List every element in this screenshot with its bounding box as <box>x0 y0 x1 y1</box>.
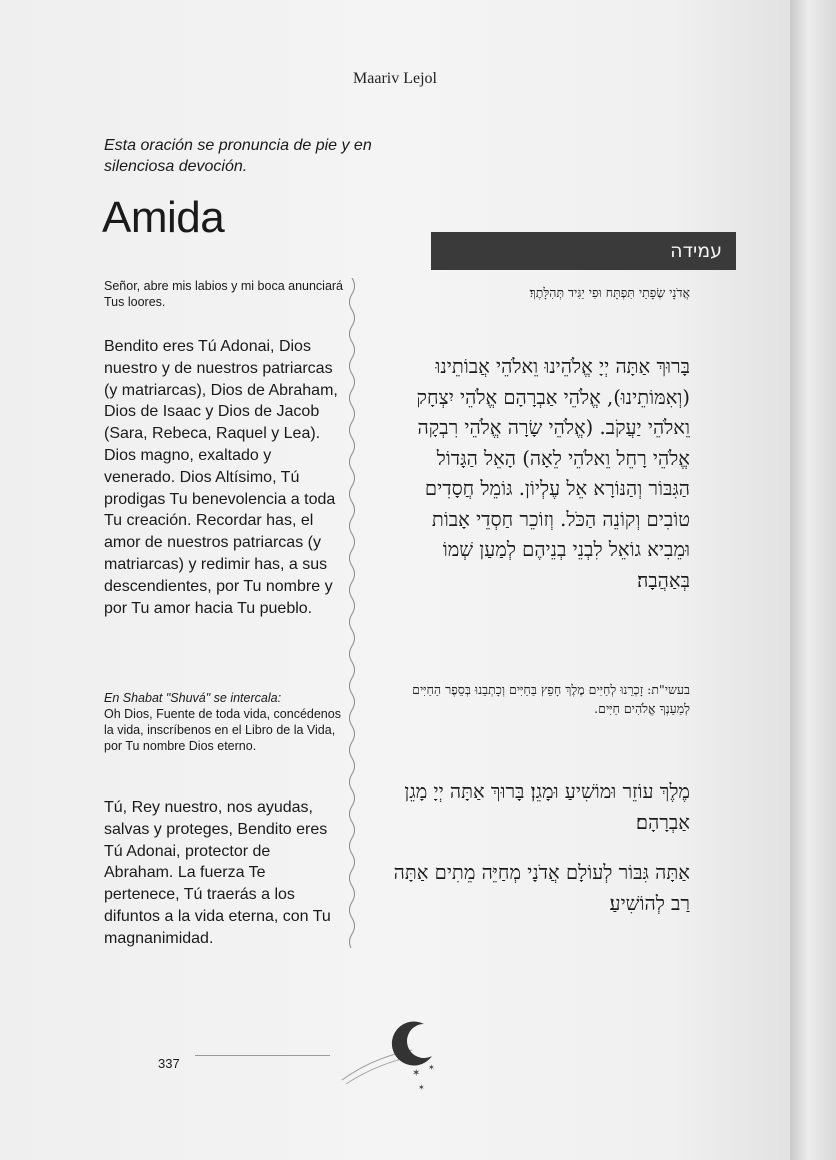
hebrew-title-bar: עמידה <box>431 232 736 270</box>
closing-spanish: Tú, Rey nuestro, nos ayudas, salvas y proteges, Bendito eres Tú Adonai, protector de Abraham. La fuerza Te pertenece, Tú traerás a los difuntos a la vida eterna, con Tu magnanimidad. <box>104 799 331 947</box>
svg-text:✶: ✶ <box>412 1068 421 1079</box>
page-number: 337 <box>158 1056 180 1071</box>
svg-text:✶: ✶ <box>428 1063 435 1072</box>
shuva-lead: En Shabat "Shuvá" se intercala: <box>104 691 282 705</box>
gevurot-hebrew: אַתָּה גִּבּוֹר לְעוֹלָם אֲדֹנָי מְחַיֵּה מֵתִים אַתָּה רַב לְהוֹשִׁיעַ׃ <box>393 861 690 915</box>
moon-stars-ornament-icon <box>332 1018 442 1098</box>
shuva-insert-spanish <box>104 690 354 754</box>
magen-hebrew: מֶלֶךְ עוֹזֵר וּמוֹשִׁיעַ וּמָגֵן׃ בָּרוּךְ אַתָּה יְיָ מָגֵן אַבְרָהָם׃ <box>404 780 690 834</box>
page-edge <box>790 0 836 1160</box>
avot-hebrew: בָּרוּךְ אַתָּה יְיָ אֱלֹהֵינוּ וֵאלֹהֵי אֲבוֹתֵינוּ (וְאִמּוֹתֵינוּ), אֱלֹהֵי אַבְרָהָם אֱלֹהֵי יִצְחָק וֵאלֹהֵי יַעֲקֹב. (אֱלֹהֵי שָׂרָה אֱלֹהֵי רִבְקָה אֱלֹהֵי רָחֵל וֵאלֹהֵי לֵאָה) הָאֵל הַגָּדוֹל הַגִּבּוֹר וְהַנּוֹרָא אֵל עֶלְיוֹן. גּוֹמֵל חֲסָדִים טוֹבִים וְקוֹנֵה הַכֹּל. וְזוֹכֵר חַסְדֵי אָבוֹת וּמֵבִיא גוֹאֵל לִבְנֵי בְנֵיהֶם לְמַעַן שְׁמוֹ בְּאַהֲבָה׃ <box>416 355 690 592</box>
page-title: Amida <box>102 193 225 242</box>
svg-text:✶: ✶ <box>418 1083 425 1092</box>
intro-instruction: Esta oración se pronuncia de pie y en silenciosa devoción. <box>104 137 372 175</box>
opening-verse-hebrew: אֲדֹנָי שְׂפָתַי תִּפְתָּח וּפִי יַגִּיד תְּהִלָּתֶךָ׃ <box>529 285 690 300</box>
folio-rule <box>195 1055 330 1056</box>
running-head: Maariv Lejol <box>353 70 437 87</box>
shuva-text: Oh Dios, Fuente de toda vida, concédenos la vida, inscríbenos en el Libro de la Vida, por Tu nombre Dios eterno. <box>104 707 341 753</box>
wavy-divider <box>345 278 359 948</box>
avot-spanish: Bendito eres Tú Adonai, Dios nuestro y de nuestros patriarcas (y matriarcas), Dios de Abraham, Dios de Isaac y Dios de Jacob (Sara, Rebeca, Raquel y Lea). Dios magno, exaltado y venerado. Dios Altísimo, Tú prodigas Tu benevolencia a toda Tu creación. Recordar has, el amor de nuestros patriarcas (y matriarcas) y redimir has, a sus descendientes, por Tu nombre y por Tu amor hacia Tu pueblo. <box>104 338 338 617</box>
opening-verse-spanish: Señor, abre mis labios y mi boca anunciará Tus loores. <box>104 279 344 309</box>
shuva-insert-hebrew: בעשי"ת: זָכְרֵנוּ לְחַיִּים מֶלֶךְ חָפֵץ בַּחַיִּים וְכָתְבֵנוּ בְּסֵפֶר הַחַיִּים לְמַעַנְךָ אֱלֹהִים חַיִּים. <box>412 682 690 716</box>
